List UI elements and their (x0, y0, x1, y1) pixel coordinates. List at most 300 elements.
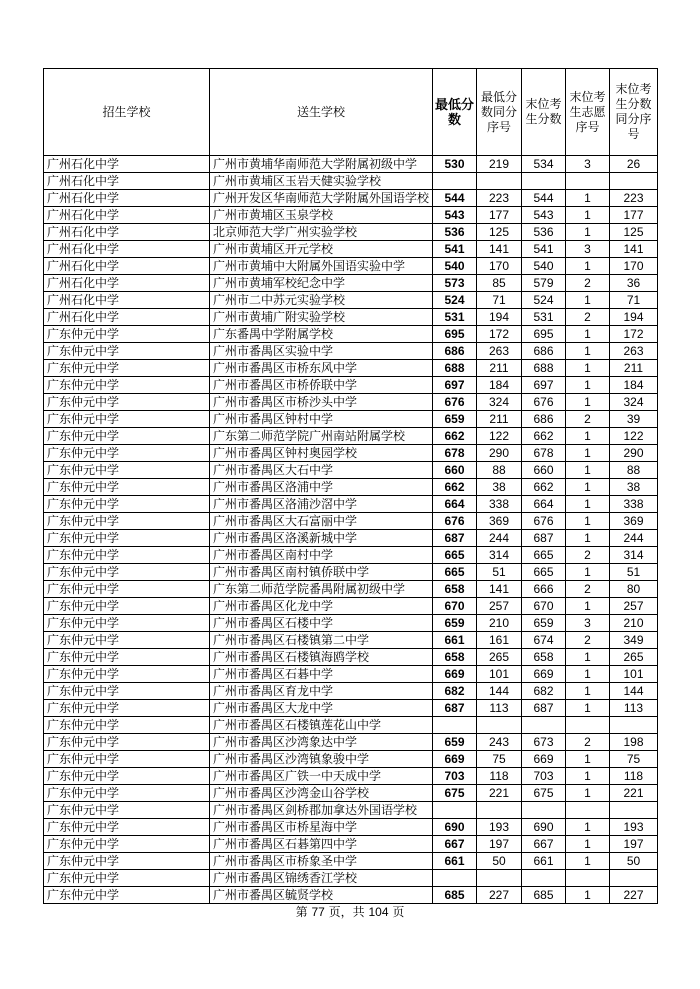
cell-min-score-rank: 88 (477, 462, 522, 479)
cell-admitting-school: 广州石化中学 (44, 258, 210, 275)
table-row (44, 700, 658, 717)
cell-min-score-rank (477, 717, 522, 734)
cell-last-score: 686 (522, 411, 566, 428)
cell-admitting-school: 广东仲元中学 (44, 683, 210, 700)
cell-source-school: 广州市番禺区市桥象圣中学 (210, 853, 433, 870)
cell-admitting-school: 广州石化中学 (44, 292, 210, 309)
cell-admitting-school: 广东仲元中学 (44, 462, 210, 479)
cell-min-score-rank: 219 (477, 156, 522, 173)
cell-last-score: 695 (522, 326, 566, 343)
table-row (44, 598, 658, 615)
cell-source-school: 广州市番禺区洛浦中学 (210, 479, 433, 496)
cell-last-score-rank: 198 (610, 734, 658, 751)
cell-last-score: 686 (522, 343, 566, 360)
cell-last-preference (566, 173, 610, 190)
cell-min-score: 665 (433, 564, 477, 581)
table-header-row (44, 69, 658, 156)
cell-last-score: 531 (522, 309, 566, 326)
cell-last-preference: 2 (566, 734, 610, 751)
cell-last-score: 660 (522, 462, 566, 479)
cell-min-score: 530 (433, 156, 477, 173)
cell-min-score-rank: 194 (477, 309, 522, 326)
cell-min-score-rank: 257 (477, 598, 522, 615)
table-row (44, 258, 658, 275)
cell-min-score (433, 717, 477, 734)
table-row (44, 836, 658, 853)
cell-min-score-rank: 193 (477, 819, 522, 836)
cell-min-score (433, 802, 477, 819)
cell-admitting-school: 广东仲元中学 (44, 836, 210, 853)
cell-last-score-rank: 257 (610, 598, 658, 615)
cell-source-school: 广东第二师范学院番禺附属初级中学 (210, 581, 433, 598)
cell-last-score: 664 (522, 496, 566, 513)
cell-last-preference (566, 802, 610, 819)
cell-last-preference: 1 (566, 530, 610, 547)
cell-last-score-rank: 324 (610, 394, 658, 411)
cell-min-score: 659 (433, 615, 477, 632)
cell-min-score-rank: 227 (477, 887, 522, 904)
cell-admitting-school: 广东仲元中学 (44, 598, 210, 615)
cell-admitting-school: 广东仲元中学 (44, 853, 210, 870)
cell-source-school: 广州市黄埔广附实验学校 (210, 309, 433, 326)
cell-min-score: 687 (433, 700, 477, 717)
cell-min-score-rank: 369 (477, 513, 522, 530)
cell-source-school: 广州市番禺区沙湾象达中学 (210, 734, 433, 751)
table-row (44, 751, 658, 768)
cell-last-score-rank: 75 (610, 751, 658, 768)
table-row (44, 326, 658, 343)
cell-min-score-rank: 125 (477, 224, 522, 241)
cell-source-school: 广州市黄埔军校纪念中学 (210, 275, 433, 292)
cell-last-score-rank: 122 (610, 428, 658, 445)
cell-admitting-school: 广东仲元中学 (44, 479, 210, 496)
table-row (44, 666, 658, 683)
cell-min-score: 664 (433, 496, 477, 513)
cell-min-score: 659 (433, 411, 477, 428)
cell-last-preference: 1 (566, 853, 610, 870)
cell-last-score: 665 (522, 564, 566, 581)
cell-admitting-school: 广东仲元中学 (44, 496, 210, 513)
cell-last-score-rank: 194 (610, 309, 658, 326)
cell-source-school: 广州市番禺区沙湾金山谷学校 (210, 785, 433, 802)
cell-admitting-school: 广东仲元中学 (44, 394, 210, 411)
table-row (44, 819, 658, 836)
cell-admitting-school: 广州石化中学 (44, 156, 210, 173)
header-min-score-rank: 最低分数同分序号 (477, 69, 522, 156)
cell-last-score: 669 (522, 751, 566, 768)
cell-last-score-rank: 338 (610, 496, 658, 513)
cell-last-preference: 1 (566, 377, 610, 394)
cell-min-score-rank: 38 (477, 479, 522, 496)
table-row (44, 649, 658, 666)
cell-min-score-rank: 144 (477, 683, 522, 700)
cell-min-score: 697 (433, 377, 477, 394)
cell-admitting-school: 广州石化中学 (44, 190, 210, 207)
cell-last-score: 673 (522, 734, 566, 751)
cell-last-score: 544 (522, 190, 566, 207)
cell-last-score-rank: 290 (610, 445, 658, 462)
cell-last-score-rank: 141 (610, 241, 658, 258)
cell-source-school: 广州市番禺区锦绣香江学校 (210, 870, 433, 887)
table-row (44, 207, 658, 224)
cell-last-score-rank: 197 (610, 836, 658, 853)
cell-last-score: 703 (522, 768, 566, 785)
cell-min-score: 695 (433, 326, 477, 343)
cell-admitting-school: 广东仲元中学 (44, 734, 210, 751)
cell-last-preference: 1 (566, 751, 610, 768)
cell-admitting-school: 广东仲元中学 (44, 649, 210, 666)
cell-last-preference: 1 (566, 326, 610, 343)
cell-source-school: 广州市番禺区洛溪新城中学 (210, 530, 433, 547)
cell-min-score: 686 (433, 343, 477, 360)
cell-min-score-rank: 161 (477, 632, 522, 649)
header-min-score: 最低分数 (433, 69, 477, 156)
cell-source-school: 广州市番禺区钟村奥园学校 (210, 445, 433, 462)
table-row (44, 853, 658, 870)
cell-last-score: 676 (522, 394, 566, 411)
header-last-score: 末位考生分数 (522, 69, 566, 156)
cell-min-score-rank: 210 (477, 615, 522, 632)
cell-last-score-rank: 349 (610, 632, 658, 649)
cell-last-preference: 1 (566, 343, 610, 360)
cell-min-score-rank: 172 (477, 326, 522, 343)
cell-source-school: 广州市番禺区市桥侨联中学 (210, 377, 433, 394)
cell-min-score-rank: 314 (477, 547, 522, 564)
cell-admitting-school: 广州石化中学 (44, 275, 210, 292)
table-row (44, 224, 658, 241)
table-row (44, 513, 658, 530)
cell-last-preference: 1 (566, 207, 610, 224)
header-source-school: 送生学校 (210, 69, 433, 156)
cell-admitting-school: 广东仲元中学 (44, 819, 210, 836)
cell-last-preference: 1 (566, 768, 610, 785)
cell-min-score-rank: 101 (477, 666, 522, 683)
cell-source-school: 广州市番禺区市桥东风中学 (210, 360, 433, 377)
cell-admitting-school: 广州石化中学 (44, 173, 210, 190)
cell-last-score-rank: 263 (610, 343, 658, 360)
cell-min-score: 541 (433, 241, 477, 258)
cell-min-score: 688 (433, 360, 477, 377)
cell-last-score-rank: 172 (610, 326, 658, 343)
cell-min-score-rank: 118 (477, 768, 522, 785)
cell-min-score-rank: 211 (477, 360, 522, 377)
table-row (44, 785, 658, 802)
cell-last-score-rank: 369 (610, 513, 658, 530)
cell-admitting-school: 广东仲元中学 (44, 751, 210, 768)
header-last-preference: 末位考生志愿序号 (566, 69, 610, 156)
admissions-table (43, 68, 658, 904)
cell-last-score: 678 (522, 445, 566, 462)
cell-last-preference (566, 870, 610, 887)
table-row (44, 360, 658, 377)
cell-source-school: 广州市番禺区化龙中学 (210, 598, 433, 615)
cell-source-school: 广州市黄埔区玉岩天健实验学校 (210, 173, 433, 190)
cell-source-school: 广州市番禺区实验中学 (210, 343, 433, 360)
cell-source-school: 广州市番禺区石碁中学 (210, 666, 433, 683)
cell-last-preference: 1 (566, 394, 610, 411)
cell-last-preference: 1 (566, 258, 610, 275)
cell-admitting-school: 广州石化中学 (44, 207, 210, 224)
cell-last-score-rank: 314 (610, 547, 658, 564)
cell-last-score-rank: 50 (610, 853, 658, 870)
cell-admitting-school: 广东仲元中学 (44, 360, 210, 377)
cell-source-school: 广州市番禺区剑桥郡加拿达外国语学校 (210, 802, 433, 819)
cell-last-score-rank: 26 (610, 156, 658, 173)
cell-min-score: 658 (433, 581, 477, 598)
cell-min-score: 658 (433, 649, 477, 666)
cell-last-preference: 1 (566, 887, 610, 904)
table-row (44, 734, 658, 751)
cell-admitting-school: 广东仲元中学 (44, 887, 210, 904)
cell-admitting-school: 广东仲元中学 (44, 445, 210, 462)
cell-min-score-rank: 177 (477, 207, 522, 224)
cell-source-school: 广东第二师范学院广州南站附属学校 (210, 428, 433, 445)
cell-admitting-school: 广东仲元中学 (44, 785, 210, 802)
cell-source-school: 广州市黄埔区玉泉学校 (210, 207, 433, 224)
cell-last-preference: 1 (566, 564, 610, 581)
cell-min-score-rank: 290 (477, 445, 522, 462)
cell-min-score: 661 (433, 853, 477, 870)
table-row (44, 190, 658, 207)
cell-admitting-school: 广东仲元中学 (44, 530, 210, 547)
cell-min-score: 676 (433, 394, 477, 411)
cell-min-score: 573 (433, 275, 477, 292)
cell-source-school: 广东番禺中学附属学校 (210, 326, 433, 343)
table-body (44, 156, 658, 904)
cell-admitting-school: 广东仲元中学 (44, 615, 210, 632)
cell-last-preference: 1 (566, 598, 610, 615)
cell-admitting-school: 广东仲元中学 (44, 326, 210, 343)
cell-admitting-school: 广东仲元中学 (44, 547, 210, 564)
table-row (44, 411, 658, 428)
cell-last-preference: 2 (566, 411, 610, 428)
cell-last-score (522, 802, 566, 819)
cell-source-school: 广州市番禺区大石富丽中学 (210, 513, 433, 530)
cell-source-school: 广州市番禺区大石中学 (210, 462, 433, 479)
cell-min-score-rank: 85 (477, 275, 522, 292)
cell-admitting-school: 广州石化中学 (44, 241, 210, 258)
header-school: 招生学校 (44, 69, 210, 156)
cell-last-preference: 2 (566, 309, 610, 326)
cell-last-score-rank (610, 870, 658, 887)
cell-source-school: 广州开发区华南师范大学附属外国语学校 (210, 190, 433, 207)
cell-min-score: 676 (433, 513, 477, 530)
cell-last-preference (566, 717, 610, 734)
cell-source-school: 广州市番禺区洛浦沙滘中学 (210, 496, 433, 513)
cell-last-score: 666 (522, 581, 566, 598)
table-row (44, 717, 658, 734)
cell-admitting-school: 广东仲元中学 (44, 513, 210, 530)
table-row (44, 887, 658, 904)
cell-last-score (522, 717, 566, 734)
cell-min-score: 661 (433, 632, 477, 649)
page-number: 77 (311, 905, 325, 919)
page-total: 104 (368, 905, 389, 919)
cell-min-score-rank: 197 (477, 836, 522, 853)
cell-last-score-rank: 38 (610, 479, 658, 496)
cell-min-score-rank: 243 (477, 734, 522, 751)
cell-last-score-rank: 211 (610, 360, 658, 377)
cell-min-score-rank: 263 (477, 343, 522, 360)
table-row (44, 564, 658, 581)
table-row (44, 428, 658, 445)
cell-last-score-rank: 36 (610, 275, 658, 292)
table-row (44, 615, 658, 632)
cell-source-school: 广州市番禺区钟村中学 (210, 411, 433, 428)
footer-suffix: 页 (388, 905, 405, 919)
table-row (44, 581, 658, 598)
cell-source-school: 广州市二中苏元实验学校 (210, 292, 433, 309)
cell-min-score: 662 (433, 479, 477, 496)
cell-min-score-rank: 50 (477, 853, 522, 870)
cell-last-score: 540 (522, 258, 566, 275)
cell-last-score: 662 (522, 428, 566, 445)
cell-min-score: 536 (433, 224, 477, 241)
cell-last-score-rank: 71 (610, 292, 658, 309)
cell-last-preference: 1 (566, 190, 610, 207)
cell-last-score-rank (610, 717, 658, 734)
cell-last-score-rank: 223 (610, 190, 658, 207)
cell-last-score: 674 (522, 632, 566, 649)
table-row (44, 870, 658, 887)
cell-last-score: 682 (522, 683, 566, 700)
cell-min-score-rank: 324 (477, 394, 522, 411)
cell-last-score-rank: 244 (610, 530, 658, 547)
cell-admitting-school: 广东仲元中学 (44, 802, 210, 819)
cell-last-score-rank: 88 (610, 462, 658, 479)
cell-last-score: 690 (522, 819, 566, 836)
cell-admitting-school: 广东仲元中学 (44, 581, 210, 598)
cell-min-score: 682 (433, 683, 477, 700)
cell-last-preference: 1 (566, 479, 610, 496)
table-row (44, 802, 658, 819)
cell-source-school: 广州市番禺区广铁一中天成中学 (210, 768, 433, 785)
cell-admitting-school: 广东仲元中学 (44, 377, 210, 394)
cell-min-score: 690 (433, 819, 477, 836)
cell-min-score: 685 (433, 887, 477, 904)
cell-last-preference: 1 (566, 683, 610, 700)
cell-min-score: 662 (433, 428, 477, 445)
cell-last-preference: 1 (566, 819, 610, 836)
cell-min-score-rank: 75 (477, 751, 522, 768)
cell-min-score: 669 (433, 751, 477, 768)
cell-source-school: 广州市黄埔区开元学校 (210, 241, 433, 258)
cell-admitting-school: 广东仲元中学 (44, 564, 210, 581)
cell-admitting-school: 广东仲元中学 (44, 428, 210, 445)
cell-last-score-rank (610, 802, 658, 819)
cell-last-preference: 1 (566, 700, 610, 717)
cell-last-score: 524 (522, 292, 566, 309)
cell-min-score: 659 (433, 734, 477, 751)
cell-source-school: 广州市番禺区石碁第四中学 (210, 836, 433, 853)
cell-min-score-rank (477, 802, 522, 819)
cell-last-score: 676 (522, 513, 566, 530)
cell-last-score-rank: 177 (610, 207, 658, 224)
footer-prefix: 第 (295, 905, 312, 919)
cell-source-school: 广州市番禺区市桥星海中学 (210, 819, 433, 836)
cell-min-score-rank: 141 (477, 581, 522, 598)
cell-last-preference: 3 (566, 241, 610, 258)
cell-last-preference: 1 (566, 360, 610, 377)
cell-min-score-rank (477, 870, 522, 887)
cell-last-preference: 1 (566, 649, 610, 666)
cell-last-score-rank: 184 (610, 377, 658, 394)
cell-min-score-rank: 338 (477, 496, 522, 513)
cell-last-preference: 1 (566, 224, 610, 241)
cell-admitting-school: 广东仲元中学 (44, 666, 210, 683)
cell-min-score-rank: 141 (477, 241, 522, 258)
cell-last-preference: 1 (566, 836, 610, 853)
cell-last-preference: 3 (566, 615, 610, 632)
cell-admitting-school: 广州石化中学 (44, 309, 210, 326)
cell-last-preference: 1 (566, 462, 610, 479)
cell-min-score-rank: 223 (477, 190, 522, 207)
cell-last-preference: 1 (566, 428, 610, 445)
cell-last-score-rank: 51 (610, 564, 658, 581)
cell-last-score-rank: 227 (610, 887, 658, 904)
table-row (44, 173, 658, 190)
cell-last-score-rank: 265 (610, 649, 658, 666)
cell-last-score-rank: 193 (610, 819, 658, 836)
cell-min-score-rank: 221 (477, 785, 522, 802)
cell-min-score: 660 (433, 462, 477, 479)
table-row (44, 377, 658, 394)
cell-last-score: 675 (522, 785, 566, 802)
cell-last-score-rank: 101 (610, 666, 658, 683)
cell-min-score: 540 (433, 258, 477, 275)
cell-admitting-school: 广东仲元中学 (44, 632, 210, 649)
cell-min-score-rank: 170 (477, 258, 522, 275)
cell-last-score: 670 (522, 598, 566, 615)
cell-admitting-school: 广东仲元中学 (44, 870, 210, 887)
cell-last-preference: 2 (566, 275, 610, 292)
cell-admitting-school: 广州石化中学 (44, 224, 210, 241)
header-last-score-rank: 末位考生分数同分序号 (610, 69, 658, 156)
cell-min-score-rank: 71 (477, 292, 522, 309)
cell-last-score-rank (610, 173, 658, 190)
cell-min-score: 524 (433, 292, 477, 309)
table-row (44, 462, 658, 479)
cell-last-preference: 2 (566, 547, 610, 564)
cell-last-score: 579 (522, 275, 566, 292)
footer-middle: 页，共 (324, 905, 369, 919)
cell-last-score-rank: 144 (610, 683, 658, 700)
cell-admitting-school: 广东仲元中学 (44, 700, 210, 717)
table-row (44, 292, 658, 309)
table-row (44, 309, 658, 326)
cell-last-score-rank: 118 (610, 768, 658, 785)
cell-min-score: 544 (433, 190, 477, 207)
table-row (44, 275, 658, 292)
table-row (44, 632, 658, 649)
cell-min-score-rank: 51 (477, 564, 522, 581)
cell-last-preference: 1 (566, 513, 610, 530)
cell-last-score-rank: 170 (610, 258, 658, 275)
cell-last-preference: 1 (566, 292, 610, 309)
cell-min-score-rank: 113 (477, 700, 522, 717)
cell-last-score: 687 (522, 530, 566, 547)
cell-source-school: 广州市番禺区石楼镇第二中学 (210, 632, 433, 649)
cell-source-school: 广州市黄埔华南师范大学附属初级中学 (210, 156, 433, 173)
table-row (44, 343, 658, 360)
cell-last-score-rank: 221 (610, 785, 658, 802)
table-row (44, 683, 658, 700)
cell-last-score: 534 (522, 156, 566, 173)
table-row (44, 445, 658, 462)
cell-min-score: 670 (433, 598, 477, 615)
cell-last-score: 658 (522, 649, 566, 666)
table-row (44, 547, 658, 564)
